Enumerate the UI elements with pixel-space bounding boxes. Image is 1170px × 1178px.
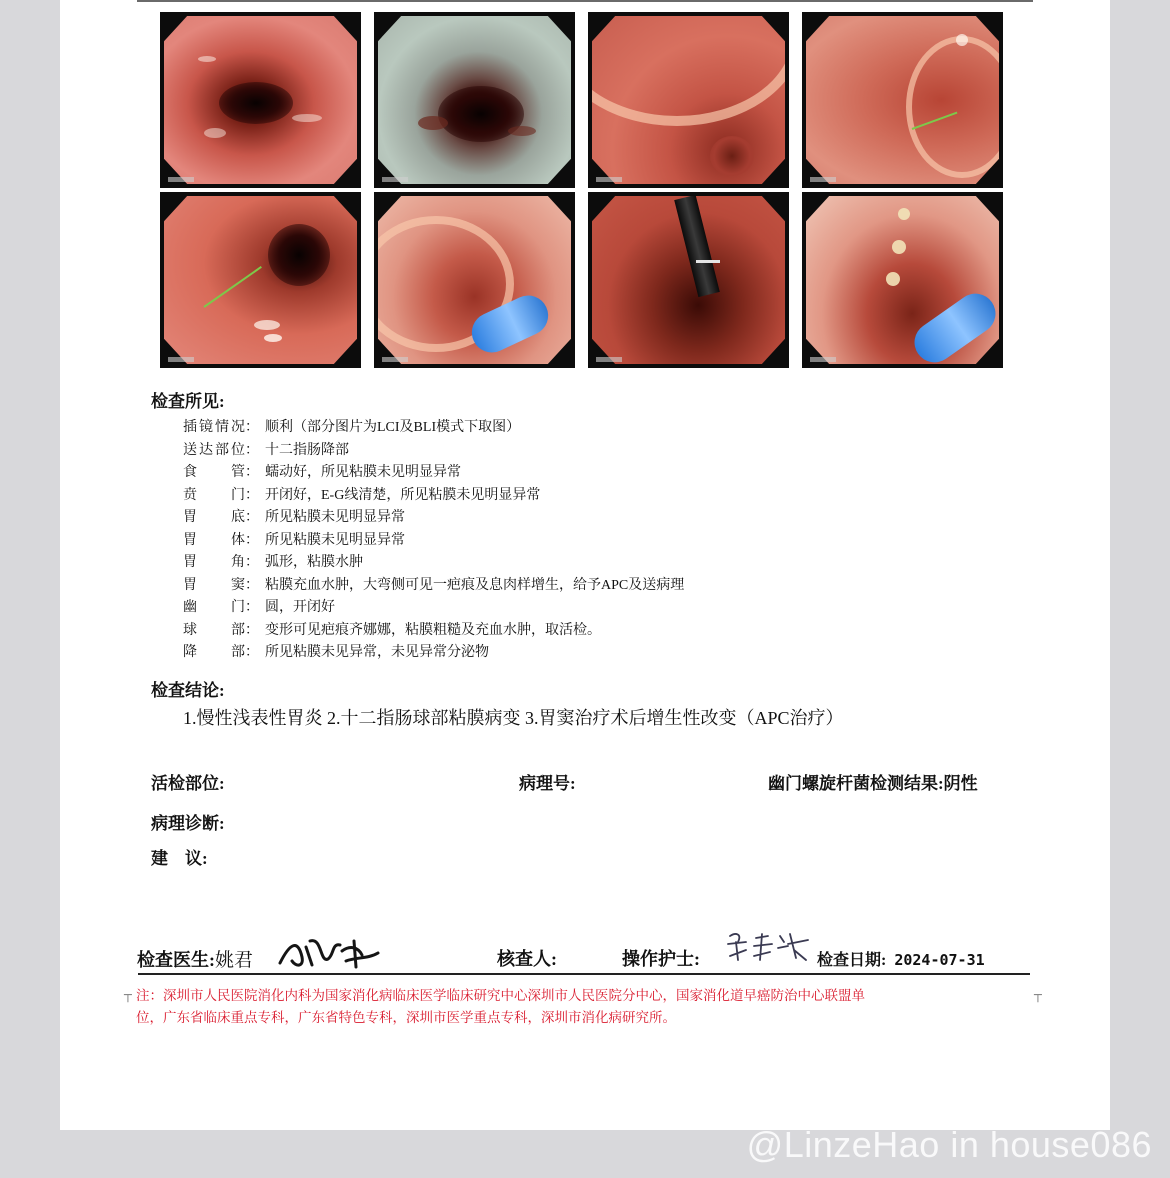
finding-label: 胃底 [183,510,245,525]
biopsy-site-label: 活检部位: [151,774,225,793]
finding-value: 所见粘膜未见异常，未见异常分泌物 [265,645,489,660]
advice-label: 建 议: [151,849,208,868]
finding-colon: ： [245,577,259,593]
esophagus-bli-image[interactable] [374,12,575,188]
apc-image-2[interactable] [802,192,1003,368]
date-value: 2024-07-31 [894,951,985,969]
antrum-image[interactable] [588,12,789,188]
finding-colon: ： [245,487,259,503]
finding-row [183,417,684,440]
finding-label: 插镜情况 [183,420,245,435]
finding-colon: ： [245,622,259,638]
finding-row [183,530,684,553]
finding-label: 胃角 [183,555,245,570]
pathology-dx-label: 病理诊断: [151,814,225,833]
finding-value: 开闭好，E-G线清楚，所见粘膜未见明显异常 [265,487,541,503]
nurse-label: 操作护士: [622,949,700,969]
conclusion-heading: 检查结论: [151,681,225,700]
finding-row [183,597,684,620]
finding-colon: ： [245,532,259,548]
hp-value: 阴性 [943,774,978,793]
finding-value: 圆，开闭好 [265,600,335,615]
bottom-divider [138,973,1030,975]
right-bracket: ┬ [1034,988,1042,1003]
finding-value: 变形可见疤痕齐娜娜，粘膜粗糙及充血水肿，取活检。 [265,622,601,638]
finding-colon: ： [245,510,259,525]
finding-colon: ： [245,645,259,660]
doctor-signature [276,933,382,973]
conclusion-text: 1.慢性浅表性胃炎 2.十二指肠球部粘膜病变 3.胃窦治疗术后增生性改变（APC治疗） [183,708,844,728]
finding-label: 幽门 [183,600,245,615]
findings-list [183,417,684,665]
finding-row [183,620,684,643]
footnote [136,985,1036,1029]
finding-colon: ： [245,465,259,480]
finding-colon: ： [245,420,259,435]
hp-result [768,769,978,794]
exam-date [817,947,985,970]
pathology-no-label: 病理号: [519,774,576,793]
apc-image-1[interactable] [374,192,575,368]
endoscopy-image-grid [102,12,946,372]
finding-label: 贲门 [183,487,245,503]
doctor-field [137,945,253,972]
top-divider [137,0,1033,2]
finding-colon: ： [245,555,259,570]
watermark: @LinzeHao in house086 [746,1124,1152,1165]
finding-row [183,642,684,665]
footnote-line-2: 位，广东省临床重点专科，广东省特色专科，深圳市医学重点专科，深圳市消化病研究所。 [136,1010,676,1025]
doctor-name: 姚君 [215,950,254,971]
finding-value: 所见粘膜未见明显异常 [265,510,405,525]
finding-value: 弧形，粘膜水肿 [265,555,363,570]
finding-label: 球部 [183,622,245,638]
finding-label: 胃窦 [183,577,245,593]
finding-label: 食管 [183,465,245,480]
finding-row [183,575,684,598]
nurse-signature [724,928,812,964]
bulb-image[interactable] [160,192,361,368]
finding-row [183,507,684,530]
doctor-label: 检查医生: [137,950,215,970]
finding-label: 胃体 [183,532,245,548]
left-bracket: ┬ [124,988,132,1003]
finding-value: 顺利（部分图片为LCI及BLI模式下取图） [265,420,521,435]
finding-colon: ： [245,442,259,458]
date-label: 检查日期: [817,952,887,969]
finding-label: 降部 [183,645,245,660]
hp-label: 幽门螺旋杆菌检测结果: [768,774,944,793]
finding-value: 所见粘膜未见明显异常 [265,532,405,548]
finding-row [183,462,684,485]
reviewer-label: 核查人: [497,949,557,969]
retroflex-image[interactable] [588,192,789,368]
finding-value: 十二指肠降部 [265,442,349,458]
finding-row [183,440,684,463]
finding-value: 蠕动好，所见粘膜未见明显异常 [265,465,461,480]
findings-heading: 检查所见: [151,392,225,411]
esophagus-image[interactable] [160,12,361,188]
footnote-line-1: 注：深圳市人民医院消化内科为国家消化病临床医学临床研究中心深圳市人民医院分中心，国家消化道早癌防治中心联盟单 [136,988,865,1003]
finding-row [183,485,684,508]
finding-row [183,552,684,575]
finding-label: 送达部位 [183,442,245,458]
finding-colon: ： [245,600,259,615]
antrum-lesion-image[interactable] [802,12,1003,188]
finding-value: 粘膜充血水肿，大弯侧可见一疤痕及息肉样增生，给予APC及送病理 [265,577,685,593]
